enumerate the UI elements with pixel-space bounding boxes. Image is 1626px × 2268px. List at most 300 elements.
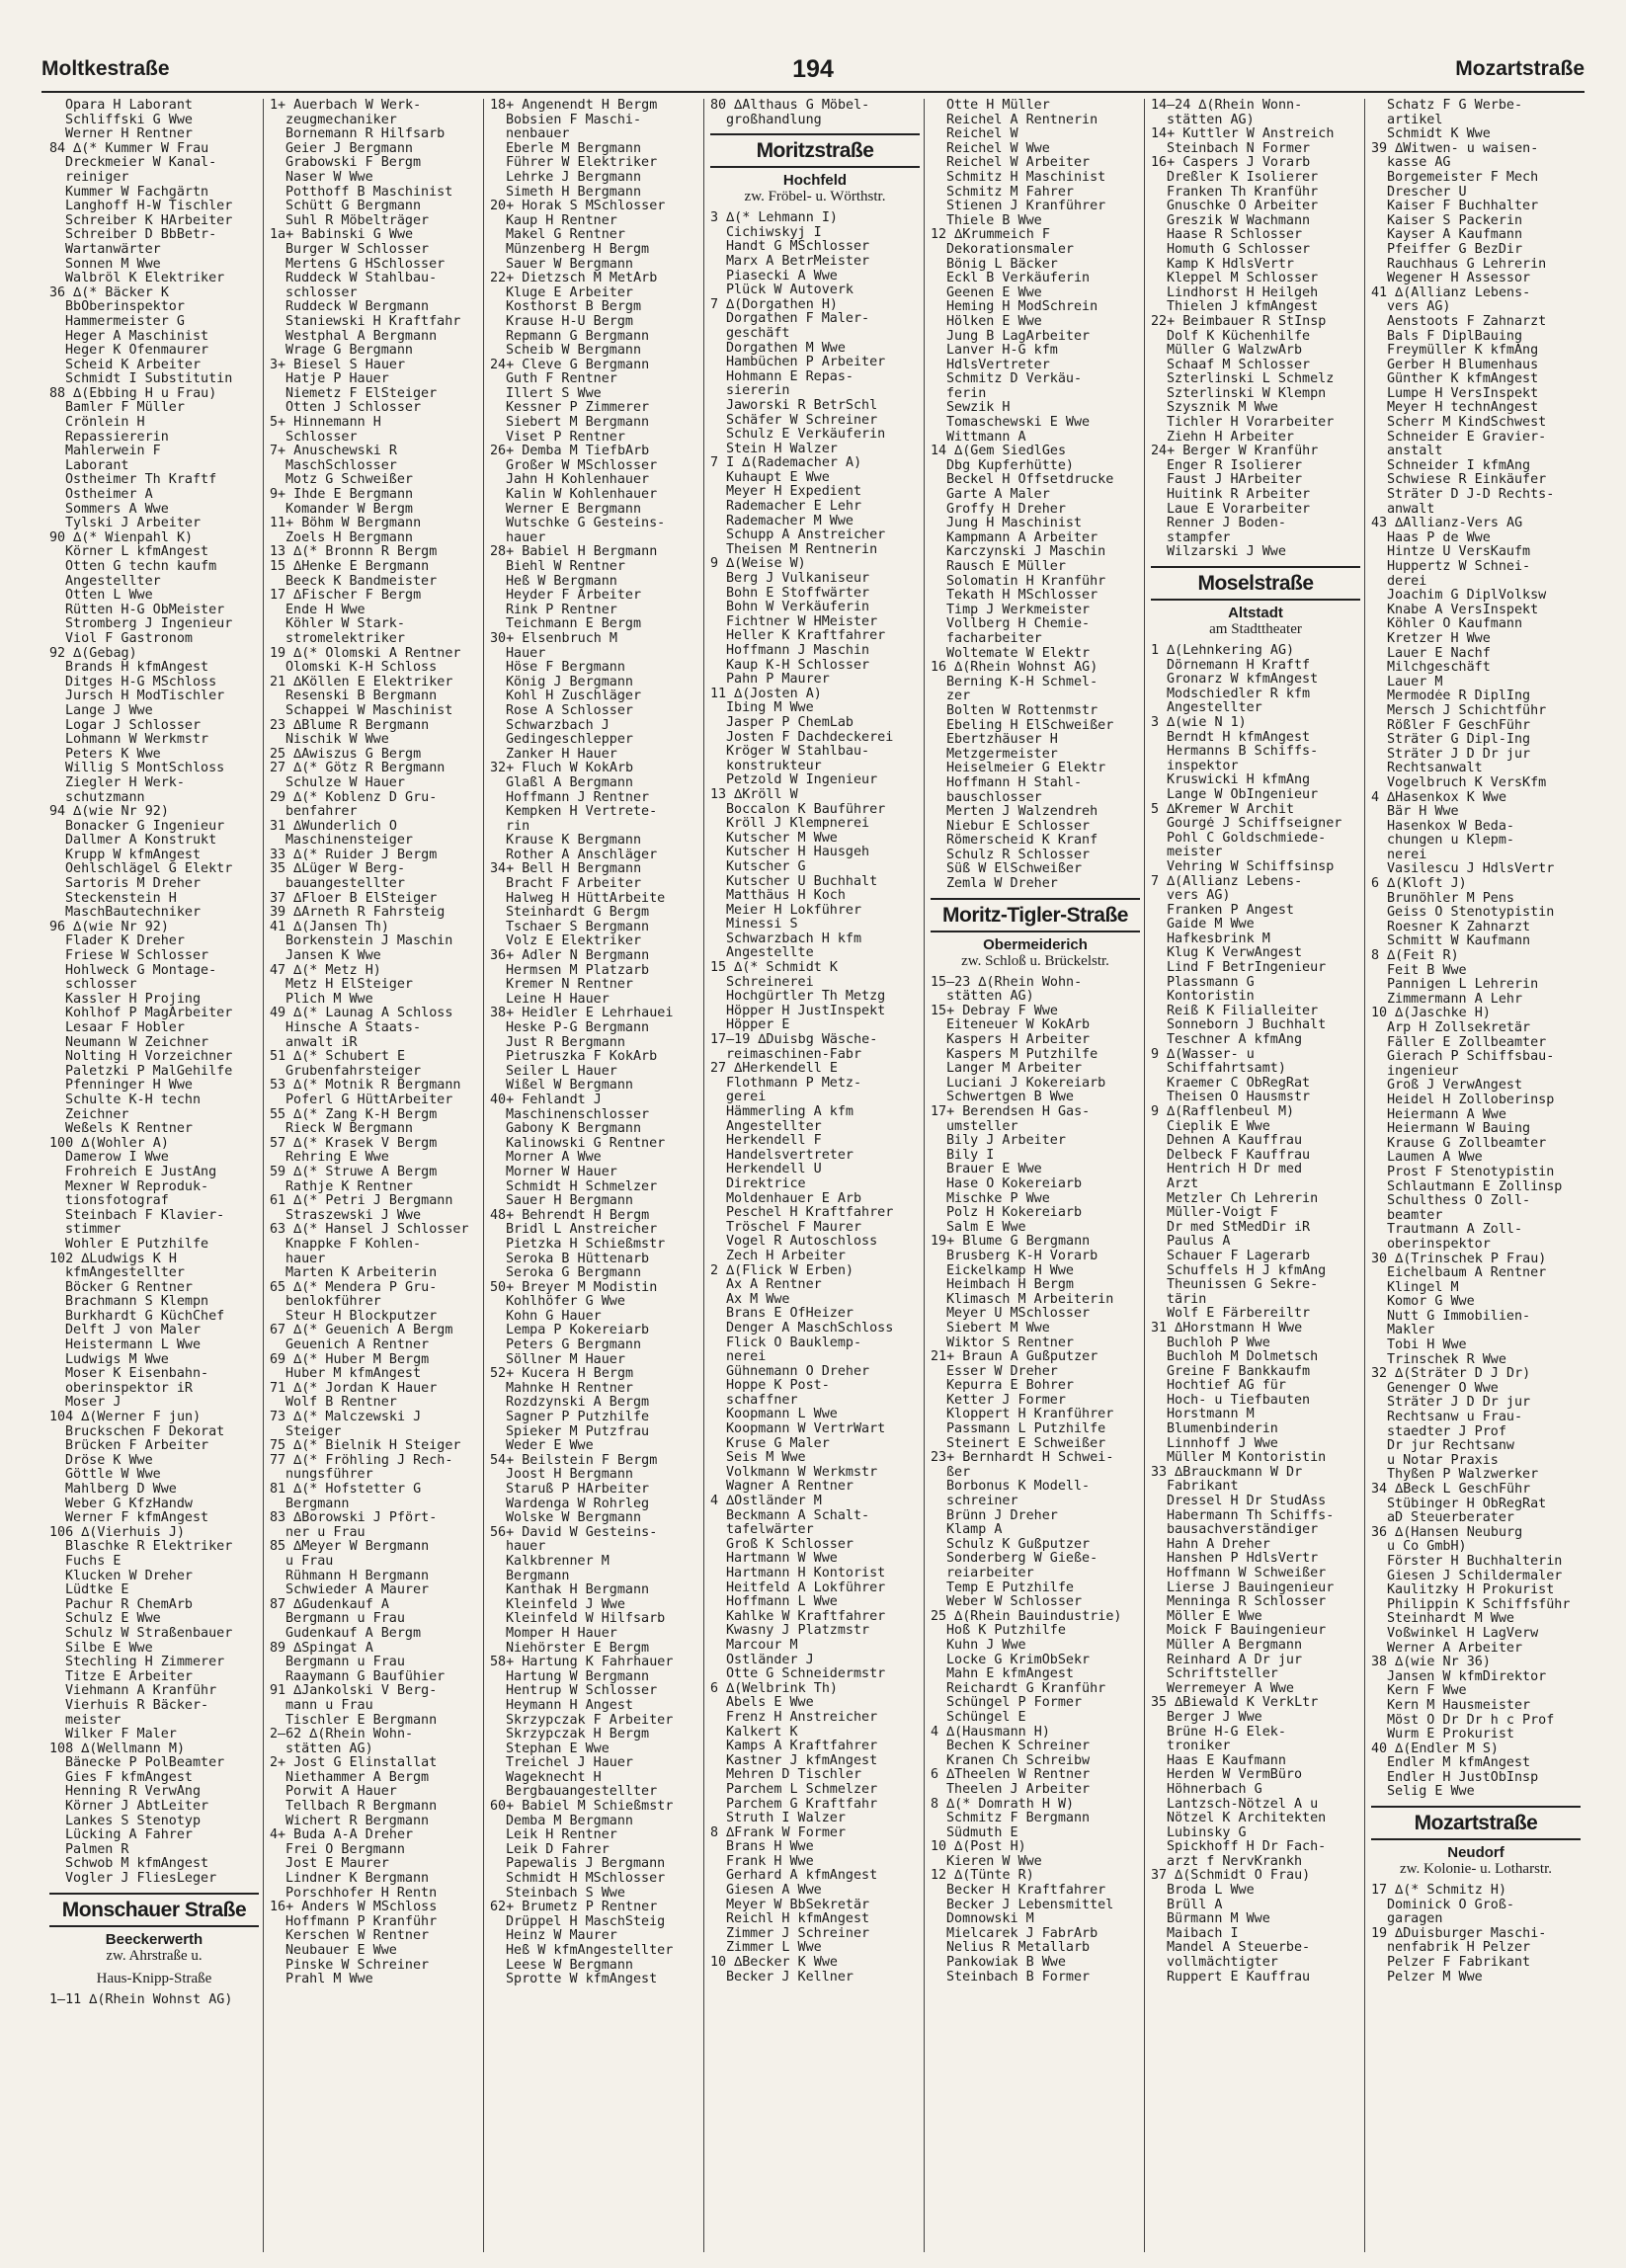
- house-number-entry: 40 ∆(Endler M S): [1371, 1742, 1499, 1756]
- resident-entry: Becker H Kraftfahrer: [946, 1884, 1106, 1899]
- resident-entry: Flick O Bauklemp-: [726, 1336, 862, 1350]
- resident-entry: Neubauer E Wwe: [285, 1944, 397, 1958]
- resident-entry: Römerscheid K Kranf: [946, 834, 1098, 849]
- resident-entry: Hoffmann J Maschin: [726, 644, 870, 658]
- resident-entry: Schmitz M Fahrer: [946, 185, 1074, 200]
- resident-entry: Heinz W Maurer: [506, 1929, 617, 1944]
- resident-entry: Nutt G Immobilien-: [1387, 1309, 1531, 1324]
- resident-entry: Bergmann u Frau: [285, 1656, 405, 1670]
- resident-entry: Repmann G Bergmann: [506, 329, 650, 344]
- resident-entry: Weder E Wwe: [506, 1439, 594, 1454]
- resident-entry: Kern M Hausmeister: [1387, 1698, 1531, 1713]
- resident-entry: Borbonus K Modell-: [946, 1480, 1091, 1495]
- resident-entry: Sommers A Wwe: [65, 502, 169, 517]
- resident-entry: Sagner P Putzhilfe: [506, 1411, 650, 1425]
- resident-entry: Petzold W Ingenieur: [726, 773, 878, 788]
- house-number-entry: 77 ∆(* Fröhling J Rech-: [270, 1453, 453, 1468]
- resident-entry: nenbauer: [506, 127, 570, 142]
- resident-entry: Steinert E Schweißer: [946, 1436, 1106, 1451]
- resident-entry: Enger R Isolierer: [1167, 458, 1303, 473]
- resident-entry: Hartmann W Wwe: [726, 1552, 838, 1567]
- resident-entry: Heiermann W Bauing: [1387, 1122, 1531, 1137]
- resident-entry: Bals F DiplBauing: [1387, 329, 1523, 344]
- resident-entry: Arzt: [1167, 1176, 1199, 1191]
- resident-entry: Geier J Bergmann: [285, 141, 413, 156]
- resident-entry: Hauer: [506, 646, 546, 661]
- resident-entry: Lange J Wwe: [65, 703, 153, 718]
- resident-entry: Südmuth E: [946, 1825, 1018, 1840]
- house-number-entry: 36 ∆(* Bäcker K: [49, 285, 169, 300]
- resident-entry: Plich M Wwe: [285, 992, 373, 1007]
- resident-entry: Berning K-H Schmel-: [946, 675, 1098, 689]
- resident-entry: Otten G techn kaufm: [65, 560, 217, 574]
- house-number-entry: 15–23 ∆(Rhein Wohn-: [931, 975, 1083, 990]
- house-number-entry: 85 ∆Meyer W Bergmann: [270, 1540, 430, 1555]
- resident-entry: Vogler J FliesLeger: [65, 1872, 217, 1887]
- house-number-entry: 27 ∆Herkendell E: [710, 1062, 838, 1077]
- house-number-entry: 15 ∆Henke E Bergmann: [270, 560, 430, 574]
- resident-entry: Meyer U MSchlosser: [946, 1307, 1091, 1322]
- resident-entry: Nischik W Wwe: [285, 733, 389, 748]
- directory-column-2: [263, 99, 483, 2252]
- resident-entry: Lumpe H VersInspekt: [1387, 386, 1539, 401]
- resident-entry: Lankes S Stenotyp: [65, 1814, 202, 1828]
- resident-entry: Flothmann P Metz-: [726, 1076, 862, 1091]
- resident-entry: Schulze W Hauer: [285, 775, 405, 790]
- house-number-entry: 37 ∆(Schmidt O Frau): [1151, 1869, 1311, 1884]
- resident-entry: bauschlosser: [946, 790, 1042, 805]
- street-range-note: zw. Fröbel- u. Wörthstr.: [744, 189, 886, 205]
- district-heading: Neudorf: [1447, 1844, 1504, 1862]
- resident-entry: Kaup K-H Schlosser: [726, 658, 870, 673]
- resident-entry: Bär H Wwe: [1387, 805, 1459, 820]
- resident-entry: Langer M Arbeiter: [946, 1062, 1083, 1077]
- resident-entry: Schulthess O Zoll-: [1387, 1194, 1531, 1209]
- resident-entry: Theelen J Arbeiter: [946, 1782, 1091, 1797]
- resident-entry: Pohl C Goldschmiede-: [1167, 831, 1327, 846]
- resident-entry: Schulz E Wwe: [65, 1612, 161, 1627]
- resident-entry: Brauer E Wwe: [946, 1163, 1042, 1177]
- resident-entry: Dressel H Dr StudAss: [1167, 1495, 1327, 1509]
- resident-entry: Stechling H Zimmerer: [65, 1656, 225, 1670]
- resident-entry: Sträter J D Dr jur: [1387, 747, 1531, 762]
- resident-entry: Maschinenschlosser: [506, 1107, 650, 1122]
- resident-entry: Scheid K Arbeiter: [65, 358, 202, 372]
- house-number-entry: 75 ∆(* Bielnik H Steiger: [270, 1439, 461, 1454]
- resident-entry: Makel G Rentner: [506, 228, 625, 243]
- resident-entry: Zeichner: [65, 1107, 129, 1122]
- resident-entry: ingenieur: [1387, 1064, 1459, 1079]
- house-number-entry: 94 ∆(wie Nr 92): [49, 805, 169, 820]
- resident-entry: Leik D Fahrer: [506, 1842, 610, 1857]
- resident-entry: Groß J VerwAngest: [1387, 1079, 1523, 1094]
- resident-entry: Scheib W Bergmann: [506, 344, 642, 359]
- resident-entry: Wartanwärter: [65, 242, 161, 257]
- resident-entry: Renner J Boden-: [1167, 517, 1286, 531]
- resident-entry: Führer W Elektriker: [506, 156, 658, 171]
- resident-entry: Lindhorst H Heilgeh: [1167, 285, 1319, 300]
- street-heading: Mozartstraße: [1371, 1806, 1581, 1840]
- running-head-left: Moltkestraße: [41, 57, 170, 80]
- house-number-entry: 35 ∆Biewald K VerkLtr: [1151, 1696, 1319, 1711]
- resident-entry: Schwarzbach J: [506, 718, 610, 733]
- resident-entry: Herkendell U: [726, 1163, 822, 1177]
- resident-entry: Kalkert K: [726, 1725, 798, 1740]
- resident-entry: Schwertgen B Wwe: [946, 1091, 1074, 1105]
- resident-entry: MaschBautechniker: [65, 906, 202, 921]
- resident-entry: Tomaschewski E Wwe: [946, 416, 1091, 431]
- resident-entry: Peters K Wwe: [65, 747, 161, 762]
- resident-entry: Skrzypczak H Bergm: [506, 1728, 650, 1742]
- house-number-entry: 10 ∆(Post H): [931, 1840, 1026, 1855]
- house-number-entry: 16+ Anders W MSchloss: [270, 1901, 438, 1915]
- resident-entry: Brusberg K-H Vorarb: [946, 1249, 1098, 1263]
- resident-entry: Wardenga W Rohrleg: [506, 1497, 650, 1511]
- resident-entry: Bamler F Müller: [65, 401, 185, 416]
- resident-entry: Kayser A Kaufmann: [1387, 228, 1523, 243]
- house-number-entry: 3 ∆(* Lehmann I): [710, 211, 838, 226]
- resident-entry: Stübinger H ObRegRat: [1387, 1497, 1547, 1511]
- resident-entry: Giesen J Schildermaler: [1387, 1569, 1563, 1583]
- resident-entry: Rausch E Müller: [946, 560, 1066, 574]
- resident-entry: Schmitz D Verkäu-: [946, 372, 1083, 387]
- resident-entry: Milchgeschäft: [1387, 661, 1491, 676]
- resident-entry: Greszik W Wachmann: [1167, 213, 1311, 228]
- resident-entry: Brans H Wwe: [726, 1840, 814, 1855]
- resident-entry: Sartoris M Dreher: [65, 877, 202, 892]
- resident-entry: Marten K Arbeiterin: [285, 1266, 438, 1281]
- resident-entry: Wrage G Bergmann: [285, 344, 413, 359]
- directory-column-6: [1144, 99, 1364, 2252]
- resident-entry: Heiermann A Wwe: [1387, 1107, 1506, 1122]
- resident-entry: Szterlinski W Klempn: [1167, 386, 1327, 401]
- resident-entry: konstrukteur: [726, 759, 822, 773]
- resident-entry: Momper H Hauer: [506, 1626, 617, 1641]
- resident-entry: oberinspektor: [1387, 1237, 1491, 1252]
- resident-entry: Stromberg J Ingenieur: [65, 617, 233, 632]
- resident-entry: Logar J Schlosser: [65, 718, 202, 733]
- directory-column-7: [1364, 99, 1585, 2252]
- house-number-entry: 84 ∆(* Kummer W Frau: [49, 141, 209, 156]
- resident-entry: hauer: [506, 1540, 546, 1555]
- resident-entry: Kruswicki H kfmAng: [1167, 773, 1311, 788]
- resident-entry: Wutschke G Gesteins-: [506, 517, 666, 531]
- resident-entry: Werner A Arbeiter: [1387, 1641, 1523, 1656]
- resident-entry: Gühnemann O Dreher: [726, 1364, 870, 1379]
- house-number-entry: 104 ∆(Werner F jun): [49, 1411, 202, 1425]
- resident-entry: Leik H Rentner: [506, 1828, 617, 1843]
- resident-entry: Sonneborn J Buchhalt: [1167, 1018, 1327, 1033]
- resident-entry: Kleinfeld J Wwe: [506, 1597, 625, 1612]
- house-number-entry: 39 ∆Arneth R Fahrsteig: [270, 906, 446, 921]
- house-number-entry: 92 ∆(Gebag): [49, 646, 137, 661]
- resident-entry: Dehnen A Kauffrau: [1167, 1134, 1303, 1149]
- house-number-entry: 2+ Jost G Elinstallat: [270, 1756, 438, 1771]
- resident-entry: Spickhoff H Dr Fach-: [1167, 1840, 1327, 1855]
- resident-entry: Seroka G Bergmann: [506, 1266, 642, 1281]
- resident-entry: Linnhoff J Wwe: [1167, 1436, 1278, 1451]
- resident-entry: Paulus A: [1167, 1235, 1231, 1250]
- resident-entry: Frohreich E JustAng: [65, 1165, 217, 1179]
- directory-column-3: [483, 99, 703, 2252]
- house-number-entry: 90 ∆(* Wienpahl K): [49, 530, 194, 545]
- resident-entry: Piasecki A Wwe: [726, 269, 838, 284]
- house-number-entry: 30 ∆(Trinschek P Frau): [1371, 1252, 1547, 1266]
- resident-entry: Hoffmann W Schweißer: [1167, 1567, 1327, 1580]
- resident-entry: Becker J Kellner: [726, 1970, 854, 1984]
- resident-entry: Komander W Bergm: [285, 502, 413, 517]
- resident-entry: Dominick O Groß-: [1387, 1898, 1514, 1912]
- resident-entry: Tylski J Arbeiter: [65, 517, 202, 531]
- resident-entry: Berger J Wwe: [1167, 1710, 1262, 1725]
- resident-entry: Gnuschke O Arbeiter: [1167, 200, 1319, 214]
- resident-entry: Wegener H Assessor: [1387, 272, 1531, 286]
- resident-entry: Heistermann L Wwe: [65, 1338, 202, 1353]
- resident-entry: Müller A Bergmann: [1167, 1638, 1303, 1653]
- resident-entry: Krause G Zollbeamter: [1387, 1136, 1547, 1151]
- resident-entry: Jasper P ChemLab: [726, 715, 854, 730]
- resident-entry: Rink P Rentner: [506, 603, 617, 617]
- resident-entry: Günther K kfmAngest: [1387, 372, 1539, 387]
- resident-entry: Haas P de Wwe: [1387, 530, 1491, 545]
- resident-entry: Schupp A Anstreicher: [726, 528, 886, 543]
- resident-entry: Dreckmeier W Kanal-: [65, 156, 217, 171]
- resident-entry: Illert S Wwe: [506, 386, 602, 401]
- resident-entry: Lohmann W Werkmstr: [65, 733, 209, 748]
- resident-entry: Merten J Walzendreh: [946, 805, 1098, 820]
- resident-entry: Wolske W Bergmann: [506, 1511, 642, 1526]
- resident-entry: Ostländer J: [726, 1653, 814, 1667]
- resident-entry: Pfenninger H Wwe: [65, 1079, 193, 1094]
- resident-entry: Reichardt G Kranführ: [946, 1681, 1106, 1696]
- resident-entry: Angestellter: [1167, 701, 1262, 716]
- header-rule: [41, 91, 1585, 93]
- resident-entry: Teschner A kfmAng: [1167, 1033, 1303, 1048]
- house-number-entry: 40+ Fehlandt J: [490, 1093, 602, 1107]
- resident-entry: Bolten W Rottenmstr: [946, 703, 1098, 718]
- resident-entry: Tschaer S Bergmann: [506, 920, 650, 934]
- house-number-entry: 51 ∆(* Schubert E: [270, 1050, 406, 1065]
- resident-entry: Kröll J Klempnerei: [726, 817, 870, 832]
- resident-entry: Suhl R Möbelträger: [285, 213, 430, 228]
- resident-entry: Rößler F GeschFühr: [1387, 718, 1531, 733]
- resident-entry: Wißel W Bergmann: [506, 1079, 633, 1094]
- resident-entry: Bergmann u Frau: [285, 1612, 405, 1627]
- resident-entry: Schütt G Bergmann: [285, 200, 422, 214]
- resident-entry: Bracht F Arbeiter: [506, 877, 642, 892]
- resident-entry: Mahlberg D Wwe: [65, 1483, 177, 1497]
- resident-entry: anstalt: [1387, 445, 1443, 459]
- resident-entry: Kutscher G: [726, 859, 806, 874]
- resident-entry: Moick F Bauingenieur: [1167, 1624, 1327, 1639]
- resident-entry: Brünn J Dreher: [946, 1508, 1058, 1523]
- resident-entry: Kessner P Zimmerer: [506, 401, 650, 416]
- house-number-entry: 26+ Demba M TiefbArb: [490, 445, 650, 459]
- resident-entry: Mischke P Wwe: [946, 1191, 1050, 1206]
- resident-entry: Reinhard A Dr jur: [1167, 1653, 1303, 1667]
- resident-entry: Schreinerei: [726, 975, 814, 990]
- resident-entry: derei: [1387, 574, 1427, 589]
- resident-entry: Seis M Wwe: [726, 1451, 806, 1466]
- resident-entry: Straszewski J Wwe: [285, 1208, 422, 1223]
- house-number-entry: 23+ Bernhardt H Schwei-: [931, 1451, 1114, 1466]
- resident-entry: Geiss O Stenotypistin: [1387, 906, 1555, 921]
- resident-entry: Hoffmann J Rentner: [506, 790, 650, 805]
- resident-entry: Trinschek R Wwe: [1387, 1352, 1506, 1367]
- resident-entry: Lesaar F Hobler: [65, 1021, 185, 1035]
- resident-entry: Ebertzhäuser H: [946, 733, 1058, 748]
- resident-entry: Thielen J kfmAngest: [1167, 300, 1319, 315]
- resident-entry: Porwit A Hauer: [285, 1785, 397, 1800]
- resident-entry: Steinhardt G Bergm: [506, 906, 650, 921]
- resident-entry: Dr med StMedDir iR: [1167, 1220, 1311, 1235]
- resident-entry: Schwiese R Einkäufer: [1387, 473, 1547, 488]
- house-number-entry: 3 ∆(wie N 1): [1151, 715, 1247, 730]
- street-range-note: zw. Schloß u. Brückelstr.: [961, 952, 1109, 969]
- resident-entry: Teichmann E Bergm: [506, 617, 642, 632]
- resident-entry: Denger A MaschSchloss: [726, 1321, 894, 1336]
- house-number-entry: 47 ∆(* Metz H): [270, 963, 381, 978]
- resident-entry: Franken Th Kranführ: [1167, 185, 1319, 200]
- resident-entry: Sauer W Bergmann: [506, 257, 633, 272]
- street-heading: Monschauer Straße: [49, 1893, 259, 1927]
- resident-entry: Otten L Wwe: [65, 589, 153, 604]
- resident-entry: Burger W Schlosser: [285, 242, 430, 257]
- resident-entry: Klucken W Dreher: [65, 1569, 193, 1583]
- house-number-entry: 9 ∆(Wasser- u: [1151, 1047, 1255, 1062]
- resident-entry: Mandel A Steuerbe-: [1167, 1941, 1311, 1956]
- resident-entry: Schüngel E: [946, 1710, 1026, 1725]
- resident-entry: Hochgürtler Th Metzg: [726, 990, 886, 1005]
- resident-entry: zeugmechaniker: [285, 113, 397, 127]
- resident-entry: Seiler L Hauer: [506, 1064, 617, 1079]
- house-number-entry: 27 ∆(* Götz R Bergmann: [270, 762, 446, 776]
- resident-entry: Köhler W Stark-: [285, 617, 405, 632]
- resident-entry: Hentrich H Dr med: [1167, 1163, 1303, 1177]
- house-number-entry: 80 ∆Althaus G Möbel-: [710, 99, 870, 113]
- resident-entry: Hermanns B Schiffs-: [1167, 745, 1319, 760]
- house-number-entry: 10 ∆(Jaschke H): [1371, 1007, 1491, 1021]
- resident-entry: Viol F Gastronom: [65, 631, 193, 646]
- house-number-entry: 57 ∆(* Krasek V Bergm: [270, 1136, 438, 1151]
- house-number-entry: 12 ∆(Tünte R): [931, 1869, 1034, 1884]
- resident-entry: Wolf E Färbereiltr: [1167, 1307, 1311, 1322]
- resident-entry: nenfabrik H Pelzer: [1387, 1941, 1531, 1956]
- house-number-entry: 16+ Caspers J Vorarb: [1151, 156, 1311, 171]
- resident-entry: Potthoff B Maschinist: [285, 185, 453, 200]
- house-number-entry: 89 ∆Spingat A: [270, 1641, 373, 1656]
- resident-entry: Müller-Voigt F: [1167, 1206, 1278, 1221]
- resident-entry: Mermodée R DiplIng: [1387, 689, 1531, 704]
- house-number-entry: 71 ∆(* Jordan K Hauer: [270, 1381, 438, 1396]
- resident-entry: Groffy H Dreher: [946, 502, 1066, 517]
- resident-entry: Nolting H Vorzeichner: [65, 1050, 233, 1065]
- resident-entry: Buchloh M Dolmetsch: [1167, 1350, 1319, 1365]
- resident-entry: Steckenstein H: [65, 891, 177, 906]
- resident-entry: Heger K Ofenmaurer: [65, 344, 209, 359]
- resident-entry: Angestellter: [65, 574, 161, 589]
- resident-entry: Minessi S: [726, 918, 798, 932]
- resident-entry: Beckel H Offsetdrucke: [946, 473, 1114, 488]
- house-number-entry: 56+ David W Gesteins-: [490, 1525, 658, 1540]
- resident-entry: Abels E Wwe: [726, 1696, 814, 1711]
- resident-entry: Rühmann H Bergmann: [285, 1569, 430, 1583]
- resident-entry: u Co GmbH): [1387, 1540, 1467, 1555]
- resident-entry: Kwasny J Platzmstr: [726, 1624, 870, 1639]
- resident-entry: Kalkbrenner M: [506, 1554, 610, 1569]
- resident-entry: Ax M Wwe: [726, 1292, 790, 1307]
- resident-entry: Bürmann M Wwe: [1167, 1912, 1270, 1927]
- resident-entry: tärin: [1167, 1292, 1207, 1307]
- resident-entry: Huppertz W Schnei-: [1387, 560, 1531, 574]
- resident-entry: Pachur R ChemArb: [65, 1597, 193, 1612]
- resident-entry: Passmann L Putzhilfe: [946, 1422, 1106, 1437]
- resident-entry: Kaiser F Buchhalter: [1387, 200, 1539, 214]
- resident-entry: Koopmann L Wwe: [726, 1408, 838, 1422]
- resident-entry: Pfeiffer G BezDir: [1387, 242, 1523, 257]
- resident-entry: Habermann Th Schiffs-: [1167, 1508, 1335, 1523]
- resident-entry: rin: [506, 819, 530, 834]
- resident-entry: Göttle W Wwe: [65, 1468, 161, 1483]
- resident-entry: mann u Frau: [285, 1698, 373, 1713]
- resident-entry: Prahl M Wwe: [285, 1973, 373, 1987]
- resident-entry: Motz G Schweißer: [285, 473, 413, 488]
- resident-entry: bausachverständiger: [1167, 1523, 1319, 1538]
- resident-entry: Rieck W Bergmann: [285, 1122, 413, 1137]
- resident-entry: Herden W VermBüro: [1167, 1768, 1303, 1783]
- resident-entry: Krause K Bergmann: [506, 834, 642, 849]
- resident-entry: u Notar Praxis: [1387, 1453, 1499, 1468]
- house-number-entry: 24+ Berger W Kranführ: [1151, 445, 1319, 459]
- resident-entry: Bily J Arbeiter: [946, 1134, 1066, 1149]
- house-number-entry: 108 ∆(Wellmann M): [49, 1742, 186, 1756]
- resident-entry: aD Steuerberater: [1387, 1511, 1514, 1526]
- resident-entry: MaschSchlosser: [285, 458, 397, 473]
- resident-entry: Beeck K Bandmeister: [285, 574, 438, 589]
- house-number-entry: 59 ∆(* Struwe A Bergm: [270, 1165, 438, 1179]
- resident-entry: Skrzypczak F Arbeiter: [506, 1713, 674, 1728]
- resident-entry: Eberle M Bergmann: [506, 141, 642, 156]
- resident-entry: Willig S MontSchloss: [65, 762, 225, 776]
- house-number-entry: 62+ Brumetz P Rentner: [490, 1901, 658, 1915]
- resident-entry: Leese W Bergmann: [506, 1958, 633, 1973]
- resident-entry: schreiner: [946, 1495, 1018, 1509]
- resident-entry: anwalt: [1387, 502, 1435, 517]
- resident-entry: Huitink R Arbeiter: [1167, 488, 1311, 503]
- resident-entry: Kleppel M Schlosser: [1167, 272, 1319, 286]
- resident-entry: Ludwigs M Wwe: [65, 1352, 169, 1367]
- resident-entry: Plück W Autoverk: [726, 284, 854, 298]
- resident-entry: Schulz R Schlosser: [946, 848, 1091, 862]
- resident-entry: Sauer H Bergmann: [506, 1194, 633, 1209]
- resident-entry: Zoels H Bergmann: [285, 530, 413, 545]
- resident-entry: Faust J HArbeiter: [1167, 473, 1303, 488]
- resident-entry: Gierach P Schiffsbau-: [1387, 1050, 1555, 1065]
- resident-entry: Parchem L Schmelzer: [726, 1782, 878, 1797]
- resident-entry: Otten J Schlosser: [285, 401, 422, 416]
- resident-entry: Kahlke W Kraftfahrer: [726, 1609, 886, 1624]
- house-number-entry: 28+ Babiel H Bergmann: [490, 545, 658, 560]
- resident-entry: Kuhaupt E Wwe: [726, 470, 830, 485]
- resident-entry: Schriftsteller: [1167, 1667, 1278, 1682]
- resident-entry: Heiselmeier G Elektr: [946, 762, 1106, 776]
- resident-entry: stimmer: [65, 1223, 122, 1238]
- resident-entry: reimaschinen-Fabr: [726, 1047, 862, 1062]
- resident-entry: Wilker F Maler: [65, 1728, 177, 1742]
- resident-entry: Blumenbinderin: [1167, 1422, 1278, 1437]
- house-number-entry: 60+ Babiel M Schießmstr: [490, 1800, 674, 1815]
- resident-entry: Groß K Schlosser: [726, 1537, 854, 1552]
